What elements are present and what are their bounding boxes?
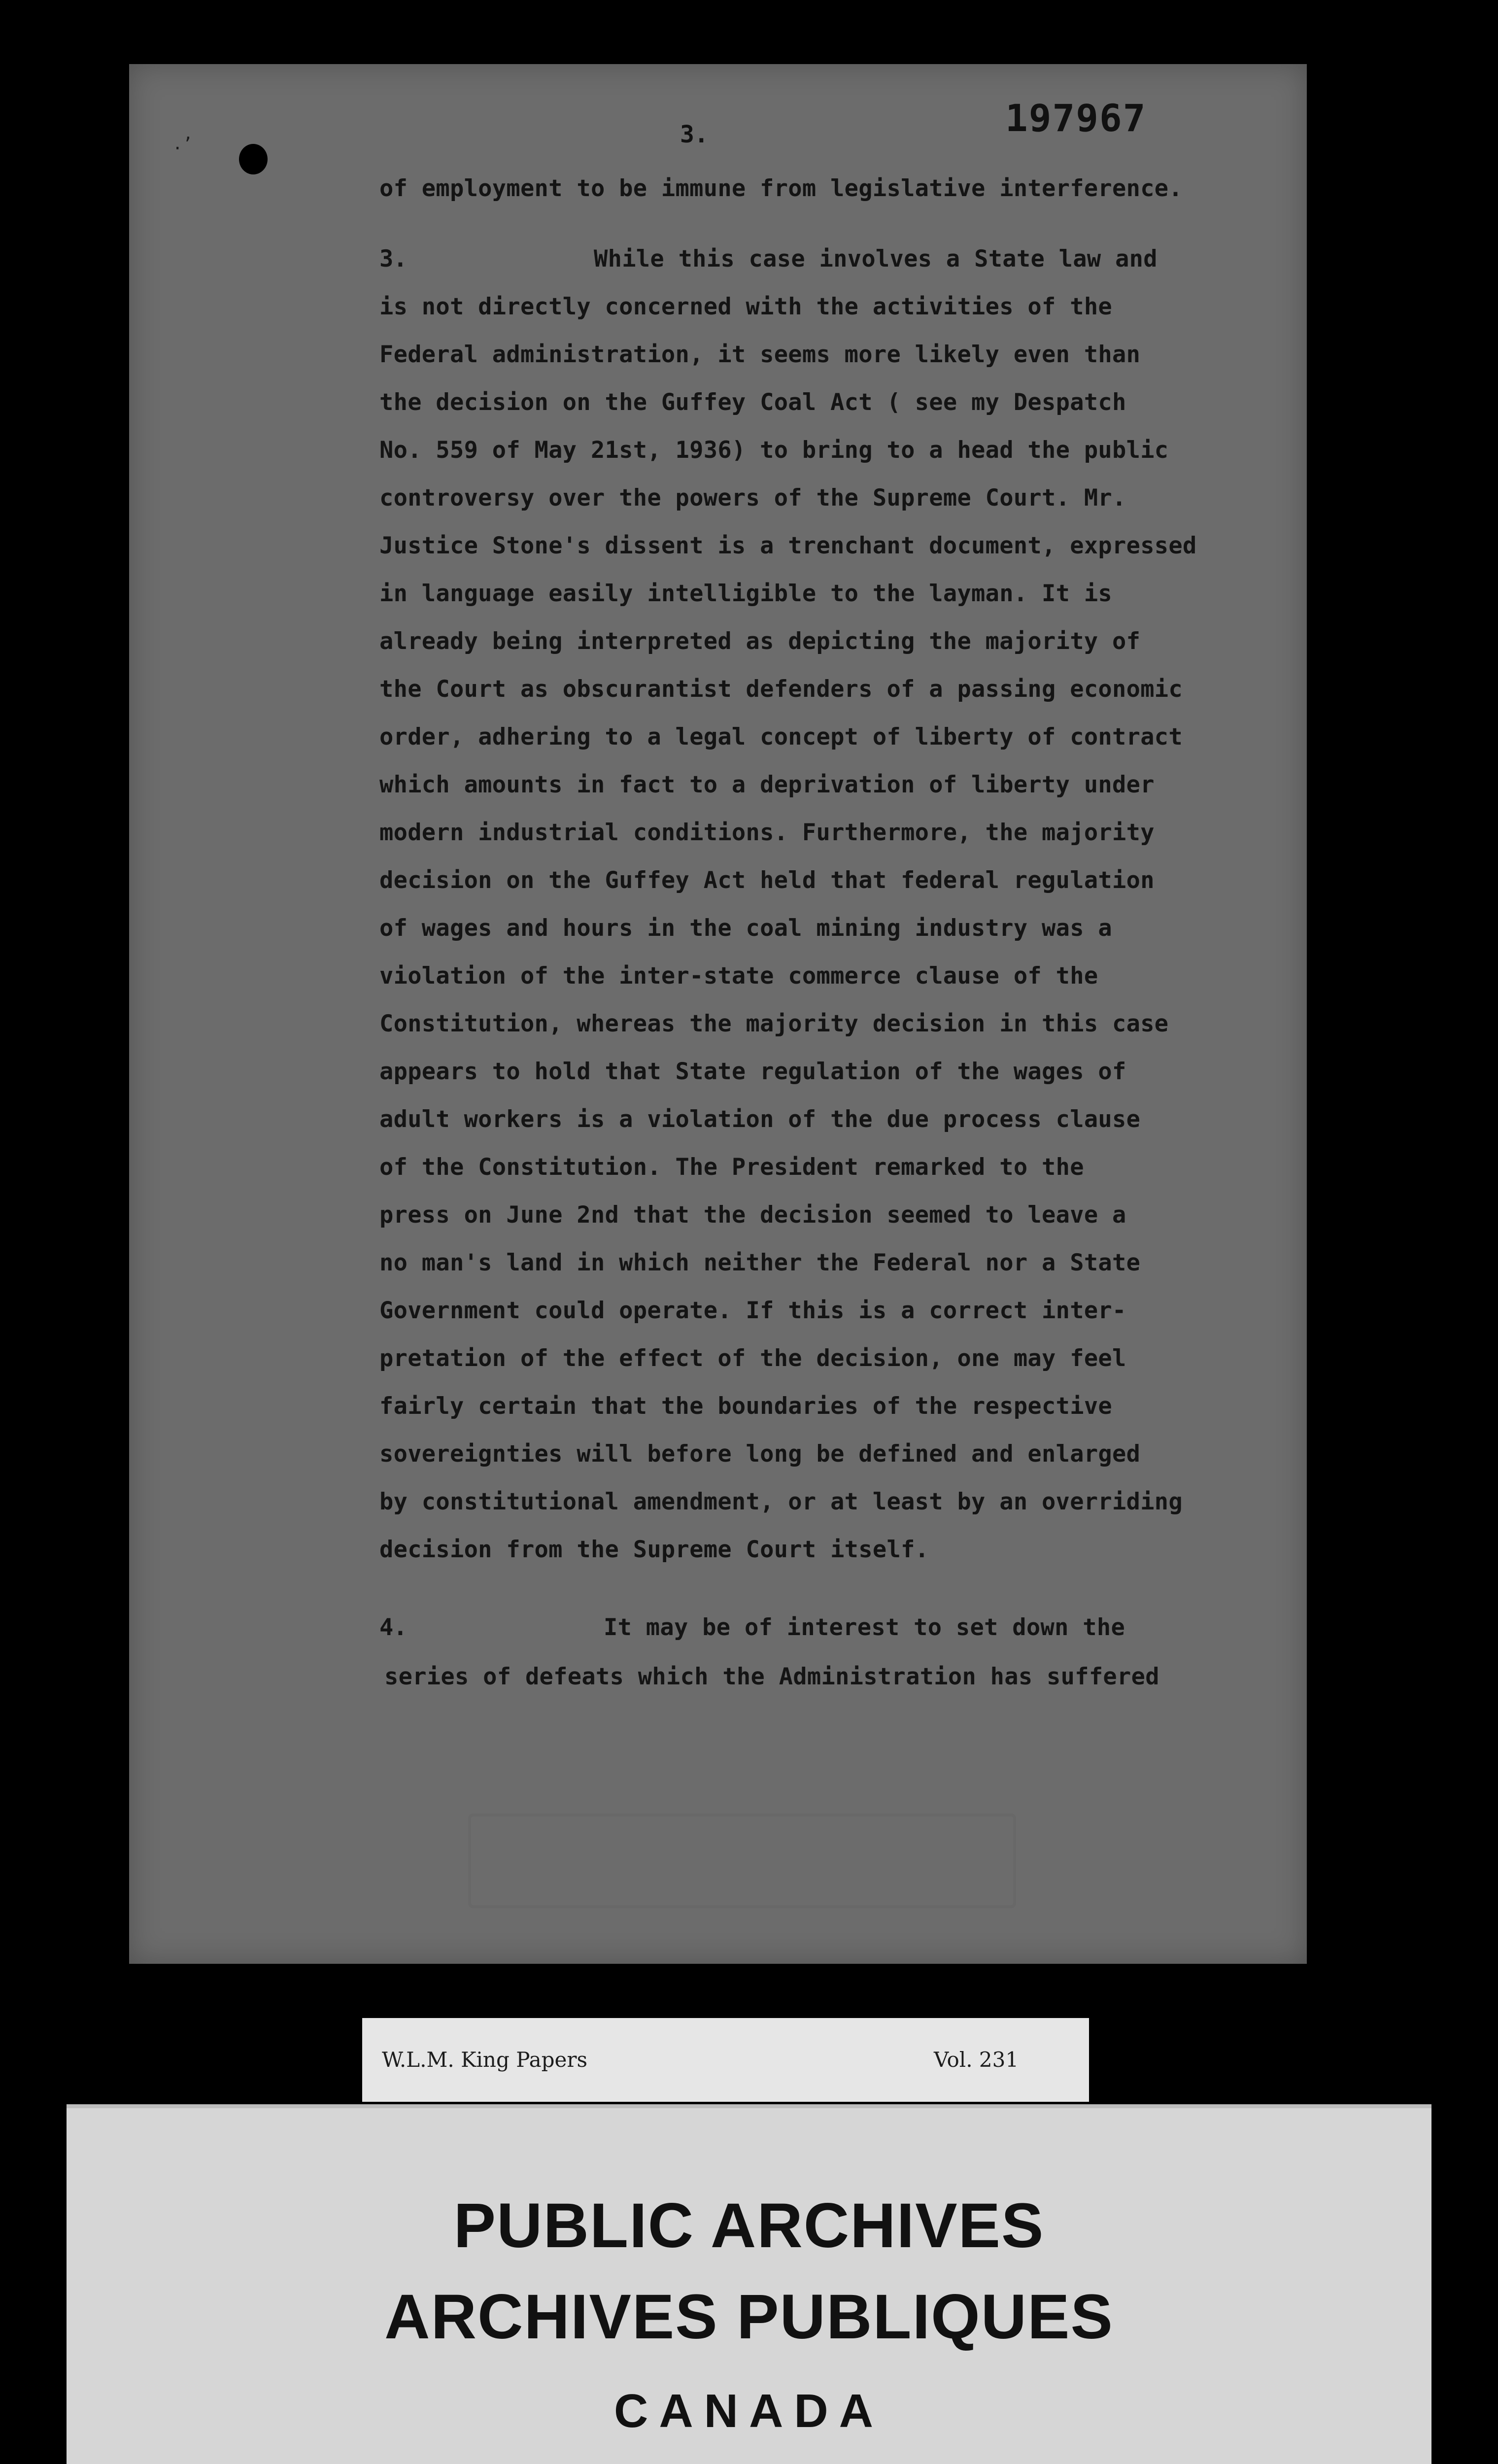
text-line: order, adhering to a legal concept of liberty of contract <box>379 723 1183 751</box>
text-line: sovereignties will before long be defined and enlarged <box>379 1440 1141 1468</box>
text-line: adult workers is a violation of the due process clause <box>379 1106 1141 1133</box>
text-line: which amounts in fact to a deprivation of liberty under <box>379 771 1155 798</box>
text-line: Government could operate. If this is a correct inter- <box>379 1297 1126 1324</box>
text-line: decision on the Guffey Act held that federal regulation <box>379 867 1155 894</box>
text-line: No. 559 of May 21st, 1936) to bring to a head the public <box>379 437 1169 464</box>
text-line: It may be of interest to set down the <box>604 1614 1125 1641</box>
text-line: by constitutional amendment, or at least by an overriding <box>379 1488 1183 1515</box>
text-line: of employment to be immune from legislative interference. <box>379 175 1183 202</box>
text-line: pretation of the effect of the decision, one may feel <box>379 1345 1126 1372</box>
archives-title-french: ARCHIVES PUBLIQUES <box>384 2282 1114 2352</box>
text-line: of wages and hours in the coal mining industry was a <box>379 915 1113 942</box>
text-line: in language easily intelligible to the layman. It is <box>379 580 1113 607</box>
text-line: decision from the Supreme Court itself. <box>379 1536 929 1563</box>
text-line: is not directly concerned with the activities of the <box>379 293 1113 320</box>
archives-title-english: PUBLIC ARCHIVES <box>453 2190 1045 2261</box>
page-number: 3. <box>680 121 709 148</box>
collection-name: W.L.M. King Papers <box>382 2048 588 2072</box>
faded-stamp <box>468 1814 1016 1908</box>
text-line: series of defeats which the Administration has suffered <box>384 1663 1159 1690</box>
text-line: already being interpreted as depicting the majority of <box>379 628 1141 655</box>
text-line: of the Constitution. The President remarked to the <box>379 1154 1084 1181</box>
text-line: the Court as obscurantist defenders of a passing economic <box>379 676 1183 703</box>
text-line: Constitution, whereas the majority decision in this case <box>379 1010 1169 1037</box>
archives-country: CANADA <box>614 2385 884 2437</box>
text-line: Federal administration, it seems more likely even than <box>379 341 1141 368</box>
paragraph-number: 4. <box>379 1614 408 1641</box>
archives-card <box>67 2104 1431 2464</box>
text-line: controversy over the powers of the Supreme Court. Mr. <box>379 484 1126 512</box>
collection-label <box>362 2018 1089 2102</box>
text-line: the decision on the Guffey Coal Act ( see my Despatch <box>379 389 1126 416</box>
volume-number: Vol. 231 <box>934 2048 1019 2072</box>
text-line: Justice Stone's dissent is a trenchant document, expressed <box>379 532 1197 559</box>
text-line: modern industrial conditions. Furthermore, the majority <box>379 819 1155 846</box>
document-number: 197967 <box>1005 96 1147 140</box>
paragraph-number: 3. <box>379 245 408 273</box>
stray-mark: .ʼ <box>172 134 193 154</box>
text-line: fairly certain that the boundaries of the respective <box>379 1393 1113 1420</box>
text-line: press on June 2nd that the decision seemed to leave a <box>379 1201 1126 1229</box>
text-line: no man's land in which neither the Federal nor a State <box>379 1249 1141 1276</box>
punch-hole <box>239 144 268 174</box>
text-line: violation of the inter-state commerce clause of the <box>379 962 1098 990</box>
text-line: appears to hold that State regulation of the wages of <box>379 1058 1126 1085</box>
text-line: While this case involves a State law and <box>594 245 1158 273</box>
